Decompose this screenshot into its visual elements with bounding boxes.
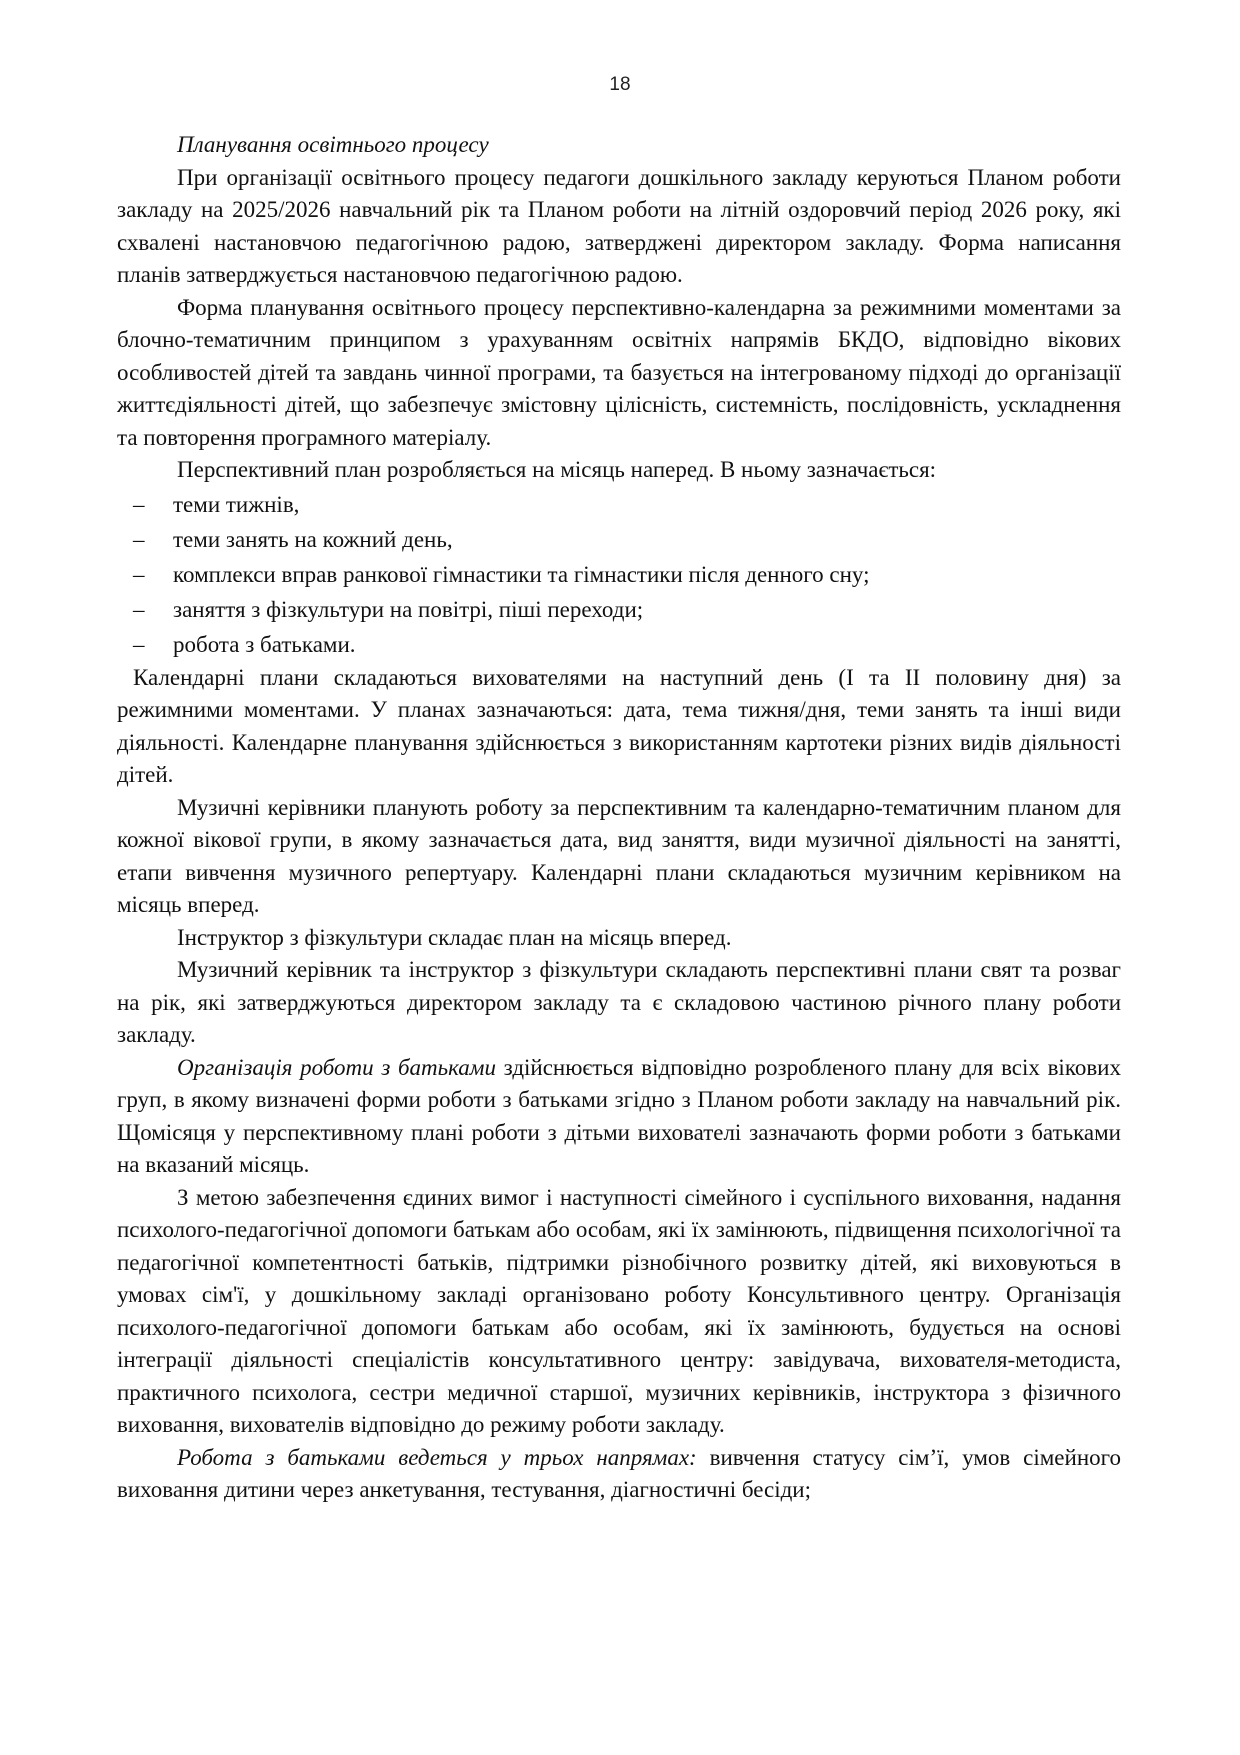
paragraph-music-directors: Музичні керівники планують роботу за перспективним та календарно-тематичним планом для кожної вікової групи, в якому зазначається дата, вид заняття, види музичної діяльності на занятті, етапи вивчення музичного репертуару. Календарні плани складаються музичним керівником на місяць вперед. — [117, 794, 1121, 917]
paragraph-parent-work: Організація роботи з батьками здійснюється відповідно розробленого плану для всіх вікових груп, в якому визначені форми роботи з батьками згідно з Планом роботи закладу на навчальний рік. Щомісяця у перспективному плані роботи з дітьми вихователі зазначають форми роботи з батьками на вказаний місяць. — [117, 1054, 1121, 1177]
paragraph-perspective-plan: Перспективний план розробляється на місяць наперед. В ньому зазначається: — [177, 457, 937, 482]
paragraph-calendar-plans: Календарні плани складаються вихователями на наступний день (І та ІІ половину дня) за режимними моментами. У планах зазначаються: дата, тема тижня/дня, теми занять та інші види діяльності. Календарне планування здійснюється з використанням картотеки різних видів діяльності дітей. — [117, 664, 1121, 787]
section-heading: Планування освітнього процесу — [177, 132, 489, 157]
list-item: – теми тижнів, — [117, 487, 1121, 522]
dash-marker: – — [133, 561, 145, 587]
paragraph-holiday-plans: Музичний керівник та інструктор з фізкультури складають перспективні плани свят та розваг на рік, які затверджуються директором закладу та є складовою частиною річного плану роботи закладу. — [117, 957, 1121, 1047]
paragraph-pe-instructor: Інструктор з фізкультури складає план на місяць вперед. — [177, 924, 732, 950]
list-item: – заняття з фізкультури на повітрі, піші переходи; — [117, 592, 1121, 627]
three-directions-term: Робота з батьками ведеться у трьох напрямах: — [177, 1444, 697, 1470]
paragraph-planning-form: Форма планування освітнього процесу перспективно-календарна за режимними моментами за блочно-тематичним принципом з урахуванням освітніх напрямів БКДО, відповідно вікових особливостей дітей та завдань чинної програми, та базується на інтегрованому підході до організації життєдіяльності дітей, що забезпечує змістовну цілісність, системність, послідовність, ускладнення та повторення програмного матеріалу. — [117, 294, 1121, 450]
perspective-plan-list — [117, 487, 1121, 662]
dash-marker: – — [133, 631, 145, 657]
list-item: – робота з батьками. — [117, 627, 1121, 662]
list-item: – комплекси вправ ранкової гімнастики та гімнастики після денного сну; — [117, 557, 1121, 592]
page-content — [117, 129, 1121, 1507]
dash-marker: – — [133, 526, 145, 552]
page-number: 18 — [609, 74, 631, 95]
dash-marker: – — [133, 596, 145, 622]
dash-marker: – — [133, 491, 145, 517]
paragraph-consultative-center: З метою забезпечення єдиних вимог і наступності сімейного і суспільного виховання, надання психолого-педагогічної допомоги батькам або особам, які їх замінюють, підвищення психологічної та педагогічної компетентності батьків, підтримки різнобічного розвитку дітей, які виховуються в умовах сім'ї, у дошкільному закладі організовано роботу Консультивного центру. Організація психолого-педагогічної допомоги батькам або особам, які їх замінюють, будується на основі інтеграції діяльності спеціалістів консультативного центру: завідувача, вихователя-методиста, практичного психолога, сестри медичної старшої, музичних керівників, інструктора з фізичного виховання, вихователів відповідно до режиму роботи закладу. — [117, 1184, 1121, 1437]
paragraph-planning-basis: При організації освітнього процесу педагоги дошкільного закладу керуються Планом роботи закладу на 2025/2026 навчальний рік та Планом роботи на літній оздоровчий період 2026 року, які схвалені настановчою педагогічною радою, затверджені директором закладу. Форма написання планів затверджується настановчою педагогічною радою. — [117, 164, 1121, 287]
list-item: – теми занять на кожний день, — [117, 522, 1121, 557]
paragraph-three-directions: Робота з батьками ведеться у трьох напрямах: вивчення статусу сім’ї, умов сімейного виховання дитини через анкетування, тестування, діагностичні бесіди; — [117, 1444, 1121, 1502]
parent-work-term: Організація роботи з батьками — [177, 1054, 496, 1080]
